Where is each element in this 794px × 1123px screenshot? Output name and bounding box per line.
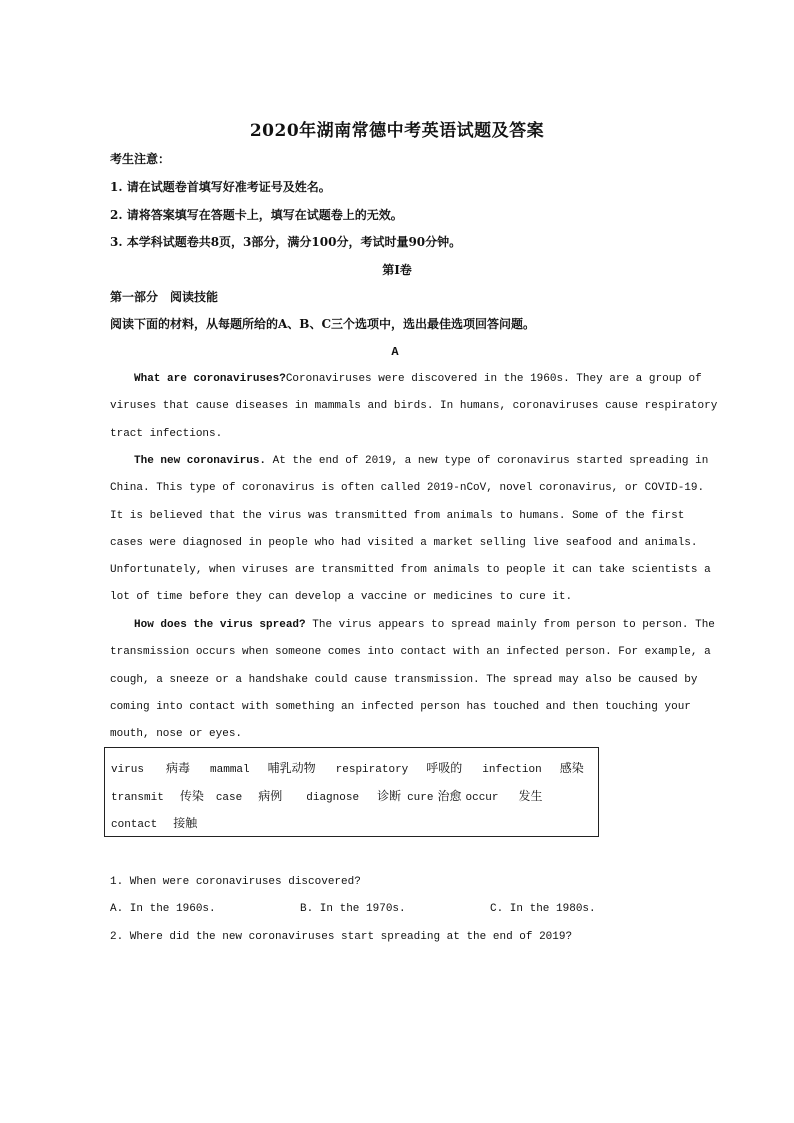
passage-line: Unfortunately, when viruses are transmitted from animals to people it can take scientists a bbox=[110, 564, 711, 577]
vocab-word: occur bbox=[465, 792, 499, 804]
passage-line: China. This type of coronavirus is often called 2019-nCoV, novel coronavirus, or COVID-19. bbox=[110, 482, 705, 495]
volume-heading: 第Ⅰ卷 bbox=[382, 263, 412, 277]
vocab-word: cure bbox=[407, 792, 434, 804]
vocab-row-1 bbox=[111, 759, 584, 776]
paragraph-lead: How does the virus spread? bbox=[134, 619, 306, 631]
vocab-meaning: 发生 bbox=[518, 789, 543, 803]
passage-line: What are coronaviruses?Coronaviruses were discovered in the 1960s. They are a group of bbox=[134, 373, 702, 385]
passage-line: mouth, nose or eyes. bbox=[110, 728, 243, 741]
question-1: 1. When were coronaviruses discovered? bbox=[110, 876, 361, 888]
notice-item-3: 3. 本学科试题卷共8页，3部分，满分100分，考试时量90分钟。 bbox=[110, 235, 462, 249]
notice-heading: 考生注意： bbox=[110, 152, 171, 166]
passage-line: cases were diagnosed in people who had visited a market selling live seafood and animals. bbox=[110, 536, 698, 549]
passage-line: tract infections. bbox=[110, 427, 223, 440]
vocab-row-3 bbox=[111, 814, 197, 831]
part-heading: 第一部分 阅读技能 bbox=[110, 290, 219, 304]
question-1-option-b[interactable]: B. In the 1970s. bbox=[300, 903, 406, 915]
vocab-word: transmit bbox=[111, 792, 164, 804]
notice-item-2: 2. 请将答案填写在答题卡上，填写在试题卷上的无效。 bbox=[110, 208, 403, 222]
vocab-meaning: 感染 bbox=[559, 761, 584, 775]
vocab-word: contact bbox=[111, 819, 158, 831]
vocab-meaning: 治愈 bbox=[437, 789, 462, 803]
vocab-meaning: 病例 bbox=[258, 789, 283, 803]
passage-line: lot of time before they can develop a vaccine or medicines to cure it. bbox=[110, 591, 573, 604]
question-1-option-c[interactable]: C. In the 1980s. bbox=[490, 903, 596, 915]
passage-paragraph-3 bbox=[110, 612, 715, 748]
vocab-word: diagnose bbox=[306, 792, 360, 804]
passage-paragraph-1 bbox=[110, 366, 718, 448]
vocab-word: infection bbox=[482, 764, 542, 776]
question-2: 2. Where did the new coronaviruses start spreading at the end of 2019? bbox=[110, 931, 573, 943]
notice-item-1: 1. 请在试题卷首填写好准考证号及姓名。 bbox=[110, 180, 331, 194]
vocab-word: mammal bbox=[210, 764, 250, 776]
vocab-row-2 bbox=[111, 787, 543, 804]
vocab-meaning: 呼吸的 bbox=[426, 761, 463, 775]
vocab-meaning: 诊断 bbox=[377, 789, 402, 803]
passage-line: cough, a sneeze or a handshake could cause transmission. The spread may also be caused by bbox=[110, 673, 698, 686]
vocab-meaning: 传染 bbox=[179, 789, 204, 803]
passage-line: The new coronavirus. At the end of 2019, a new type of coronavirus started spreading in bbox=[134, 455, 709, 467]
paragraph-lead: What are coronaviruses? bbox=[134, 373, 286, 385]
vocab-word: case bbox=[215, 792, 243, 804]
section-label: A bbox=[391, 345, 399, 359]
vocab-meaning: 病毒 bbox=[166, 761, 191, 775]
vocab-word: virus bbox=[111, 764, 145, 776]
passage-paragraph-2 bbox=[110, 448, 711, 612]
passage-line: It is believed that the virus was transmitted from animals to humans. Some of the first bbox=[110, 509, 685, 522]
vocab-meaning: 哺乳动物 bbox=[267, 761, 316, 775]
passage-line: How does the virus spread? The virus appears to spread mainly from person to person. The bbox=[134, 619, 715, 631]
passage-line: transmission occurs when someone comes into contact with an infected person. For example, a bbox=[110, 646, 711, 659]
passage-line: coming into contact with something an infected person has touched and then touching your bbox=[110, 700, 691, 713]
question-1-option-a[interactable]: A. In the 1960s. bbox=[110, 903, 216, 915]
instruction-text: 阅读下面的材料，从每题所给的A、B、C三个选项中，选出最佳选项回答问题。 bbox=[110, 317, 536, 331]
page-title: 2020年湖南常德中考英语试题及答案 bbox=[249, 121, 545, 141]
vocab-word: respiratory bbox=[335, 764, 409, 776]
vocabulary-box bbox=[104, 747, 599, 837]
paragraph-lead: The new coronavirus. bbox=[134, 455, 267, 467]
vocab-meaning: 接触 bbox=[173, 816, 198, 830]
passage-line: viruses that cause diseases in mammals and birds. In humans, coronaviruses cause respiratory bbox=[110, 400, 718, 413]
